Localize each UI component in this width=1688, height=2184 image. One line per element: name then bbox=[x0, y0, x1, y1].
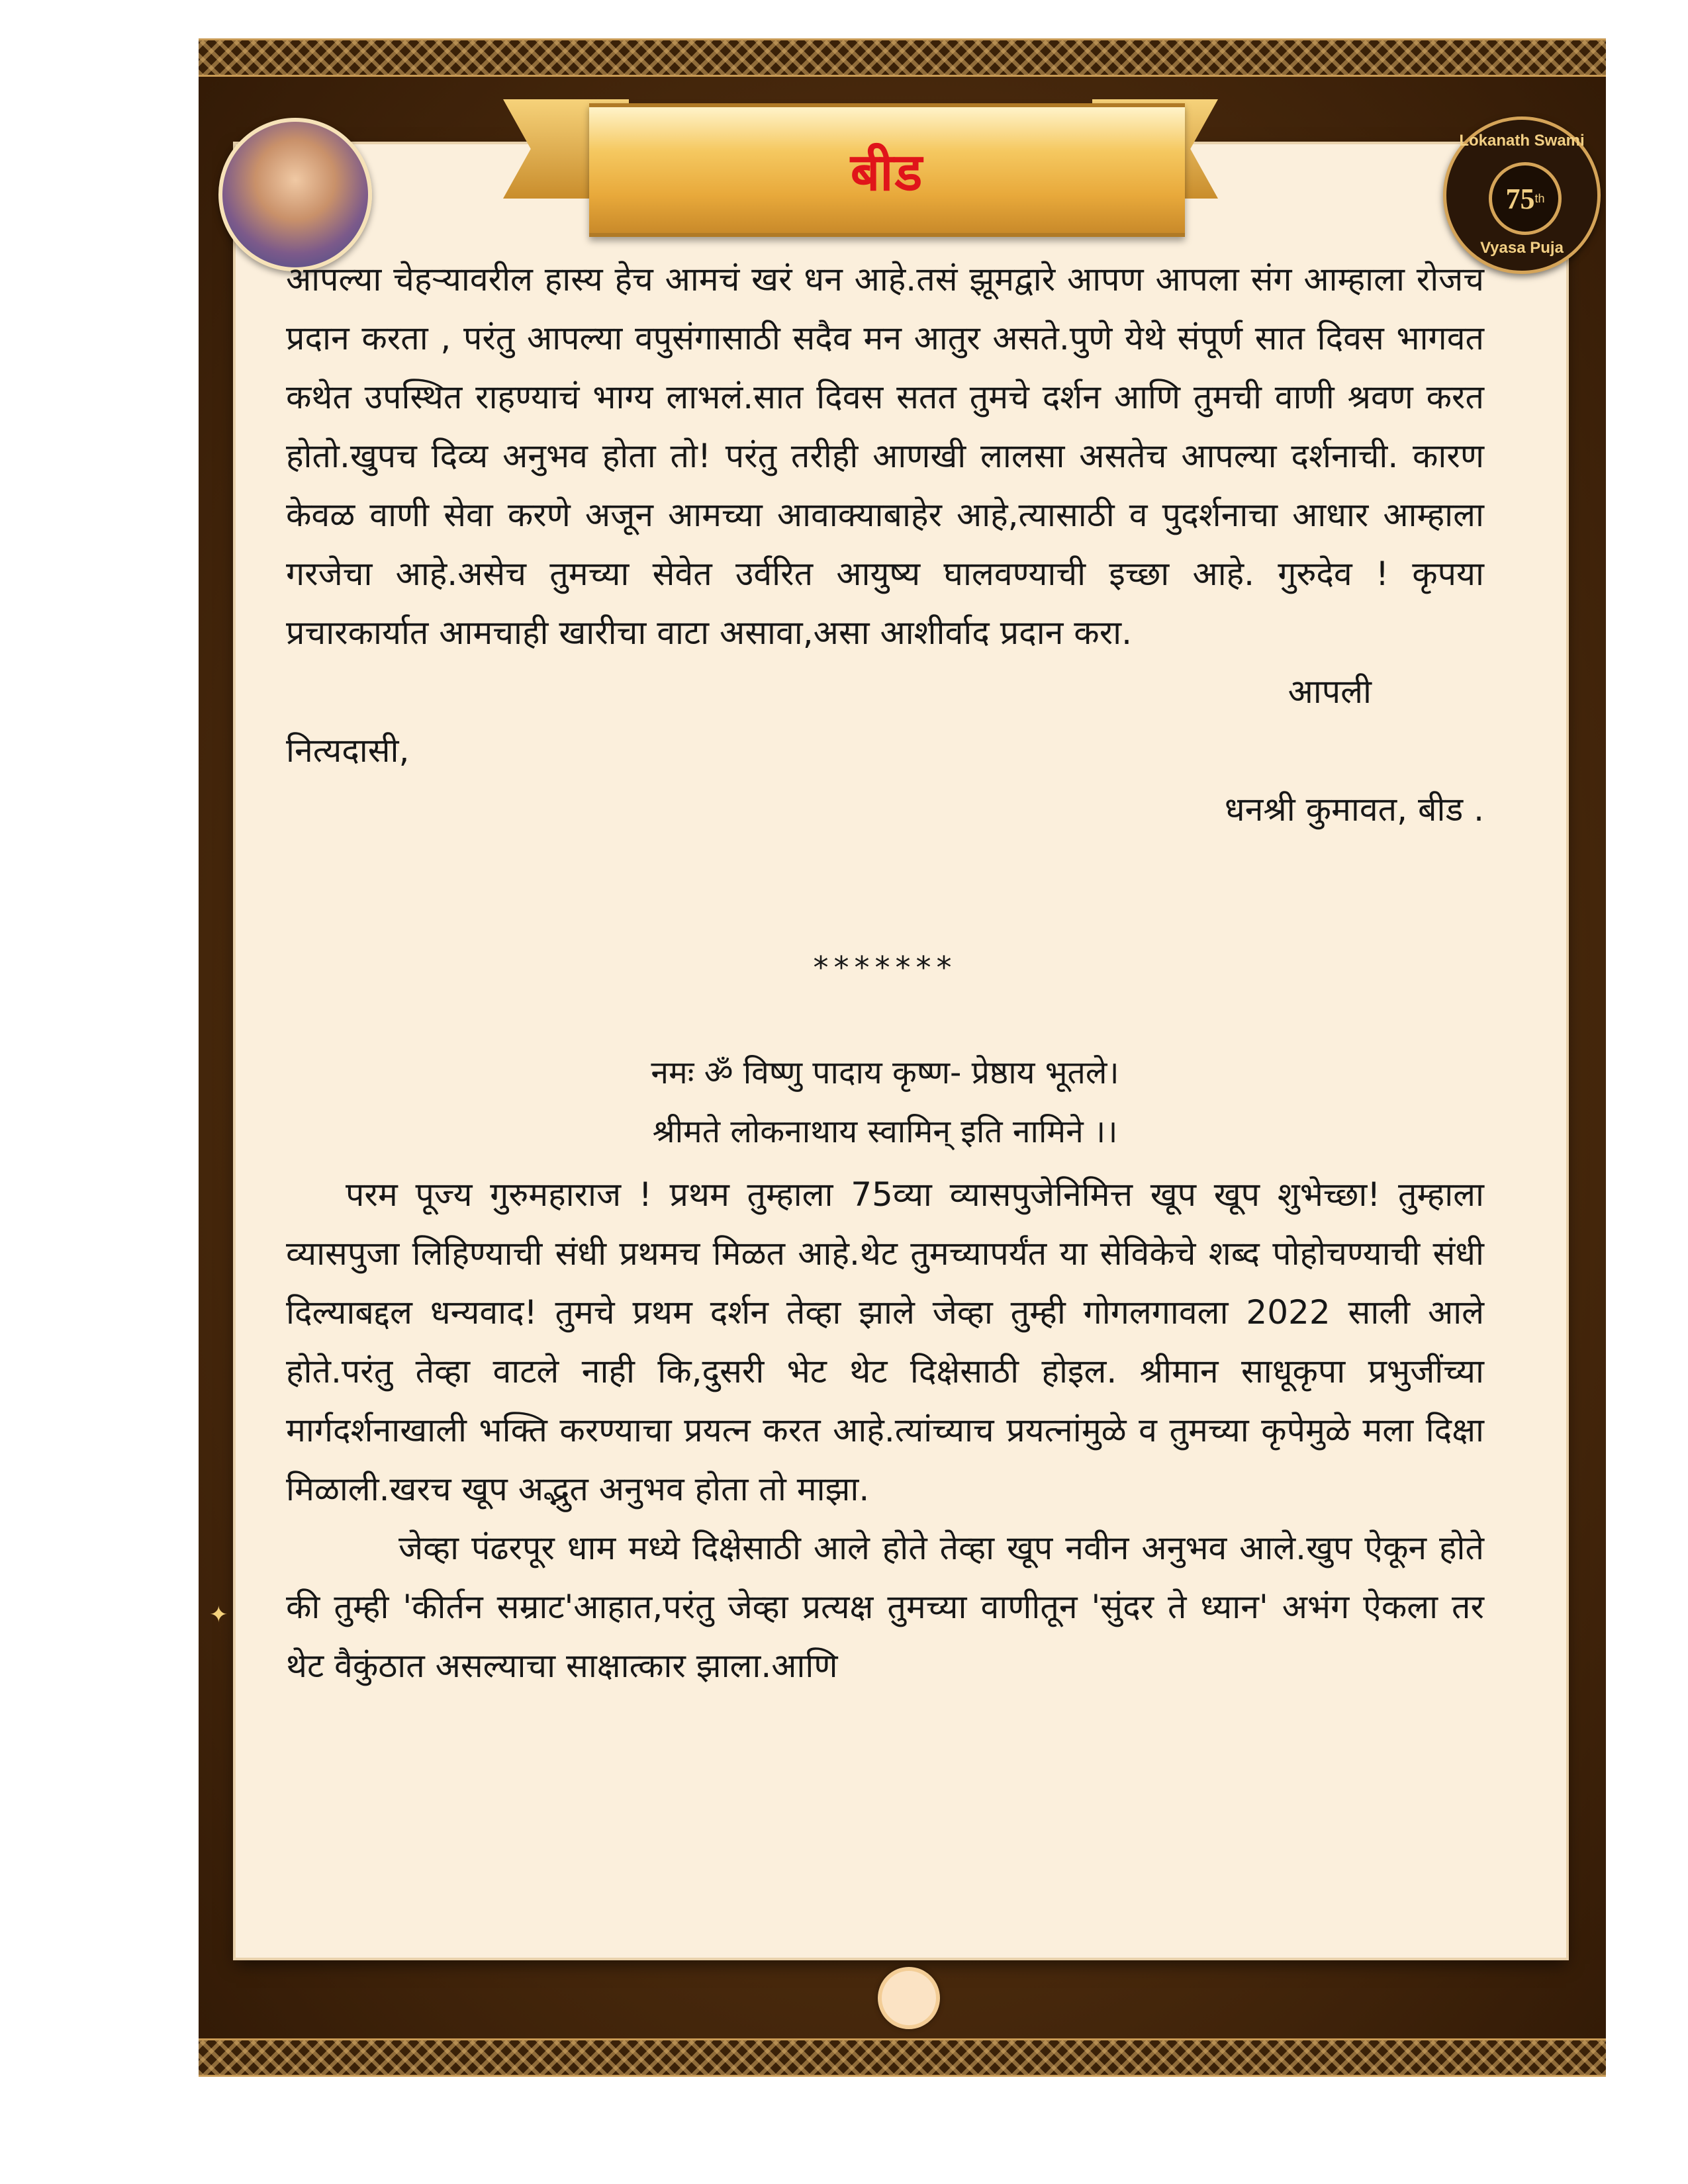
page-marker-circle bbox=[878, 1967, 940, 2029]
badge-top-text: Lokanath Swami bbox=[1459, 132, 1585, 150]
letter1-paragraph: आपल्या चेहऱ्यावरील हास्य हेच आमचं खरं धन आहे.तसं झूमद्वारे आपण आपला संग आम्हाला रोजच प्रदान करता , परंतु आपल्या वपुसंगासाठी सदैव मन आतुर असते.पुणे येथे संपूर्ण सात दिवस भागवत कथेत उपस्थित राहण्याचं भाग्य लाभलं.सात दिवस सतत तुमचे दर्शन आणि तुमची वाणी श्रवण करत होतो.खुपच दिव्य अनुभव होता तो! परंतु तरीही आणखी लालसा असतेच आपल्या दर्शनाची. कारण केवळ वाणी सेवा करणे अजून आमच्या आवाक्याबाहेर आहे,त्यासाठी व पुदर्शनाचा आधार आम्हाला गरजेचा आहे.असेच तुमच्या सेवेत उर्वरित आयुष्य घालवण्याची इच्छा आहे. गुरुदेव ! कृपया प्रचारकार्यात आमचाही खारीचा वाटा असावा,असा आशीर्वाद प्रदान करा. bbox=[286, 260, 1484, 652]
bottom-decorative-border bbox=[199, 2038, 1606, 2077]
verse-line-1: नमः ॐ विष्णु पादाय कृष्ण- प्रेष्ठाय भूतले। bbox=[651, 1054, 1119, 1091]
letter2-paragraph-1: परम पूज्य गुरुमहाराज ! प्रथम तुम्हाला 75व्या व्यासपुजेनिमित्त खूप खूप शुभेच्छा! तुम्हाला व्यासपुजा लिहिण्याची संधी प्रथमच मिळत आहे.थेट तुमच्यापर्यंत या सेविकेचे शब्द पोहोचण्याची संधी दिल्याबद्दल धन्यवाद! तुमचे प्रथम दर्शन तेव्हा झाले जेव्हा तुम्ही गोगलगावला 2022 साली आले होते.परंतु तेव्हा वाटले नाही कि,दुसरी भेट थेट दिक्षेसाठी होइल. श्रीमान साधूकृपा प्रभुजींच्या मार्गदर्शनाखाली भक्ति करण्याचा प्रयत्न करत आहे.त्यांच्याच प्रयत्नांमुळे व तुमच्या कृपेमुळे मला दिक्षा मिळाली.खरच खूप अद्भुत अनुभव होता तो माझा. bbox=[286, 1175, 1484, 1508]
badge-number: 75 bbox=[1505, 182, 1535, 215]
badge-bottom-text: Vyasa Puja bbox=[1480, 239, 1564, 257]
letter1-salutation: नित्यदासी, bbox=[286, 731, 410, 770]
title-ribbon bbox=[589, 103, 1185, 237]
verse-line-2: श्रीमते लोकनाथाय स्वामिन् इति नामिने ।। bbox=[652, 1113, 1118, 1150]
separator-stars: ******* bbox=[813, 950, 957, 985]
pranama-verse bbox=[286, 1044, 1484, 1161]
letter-content bbox=[286, 250, 1484, 1696]
page-title: बीड bbox=[850, 143, 924, 203]
letter1-closing: आपली bbox=[1288, 672, 1372, 711]
top-decorative-border bbox=[199, 38, 1606, 77]
guru-portrait-avatar bbox=[218, 118, 372, 271]
badge-number-circle bbox=[1489, 162, 1562, 235]
letter2-paragraph-2: जेव्हा पंढरपूर धाम मध्ये दिक्षेसाठी आले होते तेव्हा खूप नवीन अनुभव आले.खुप ऐकून होते की तुम्ही 'कीर्तन सम्राट'आहात,परंतु जेव्हा प्रत्यक्ष तुमच्या वाणीतून 'सुंदर ते ध्यान' अभंग ऐकला तर थेट वैकुंठात असल्याचा साक्षात्कार झाला.आणि bbox=[286, 1529, 1484, 1685]
sparkle-icon: ✦ bbox=[209, 1602, 228, 1628]
letter1-signature: धनश्री कुमावत, बीड . bbox=[1224, 790, 1484, 829]
badge-superscript: th bbox=[1534, 191, 1545, 205]
